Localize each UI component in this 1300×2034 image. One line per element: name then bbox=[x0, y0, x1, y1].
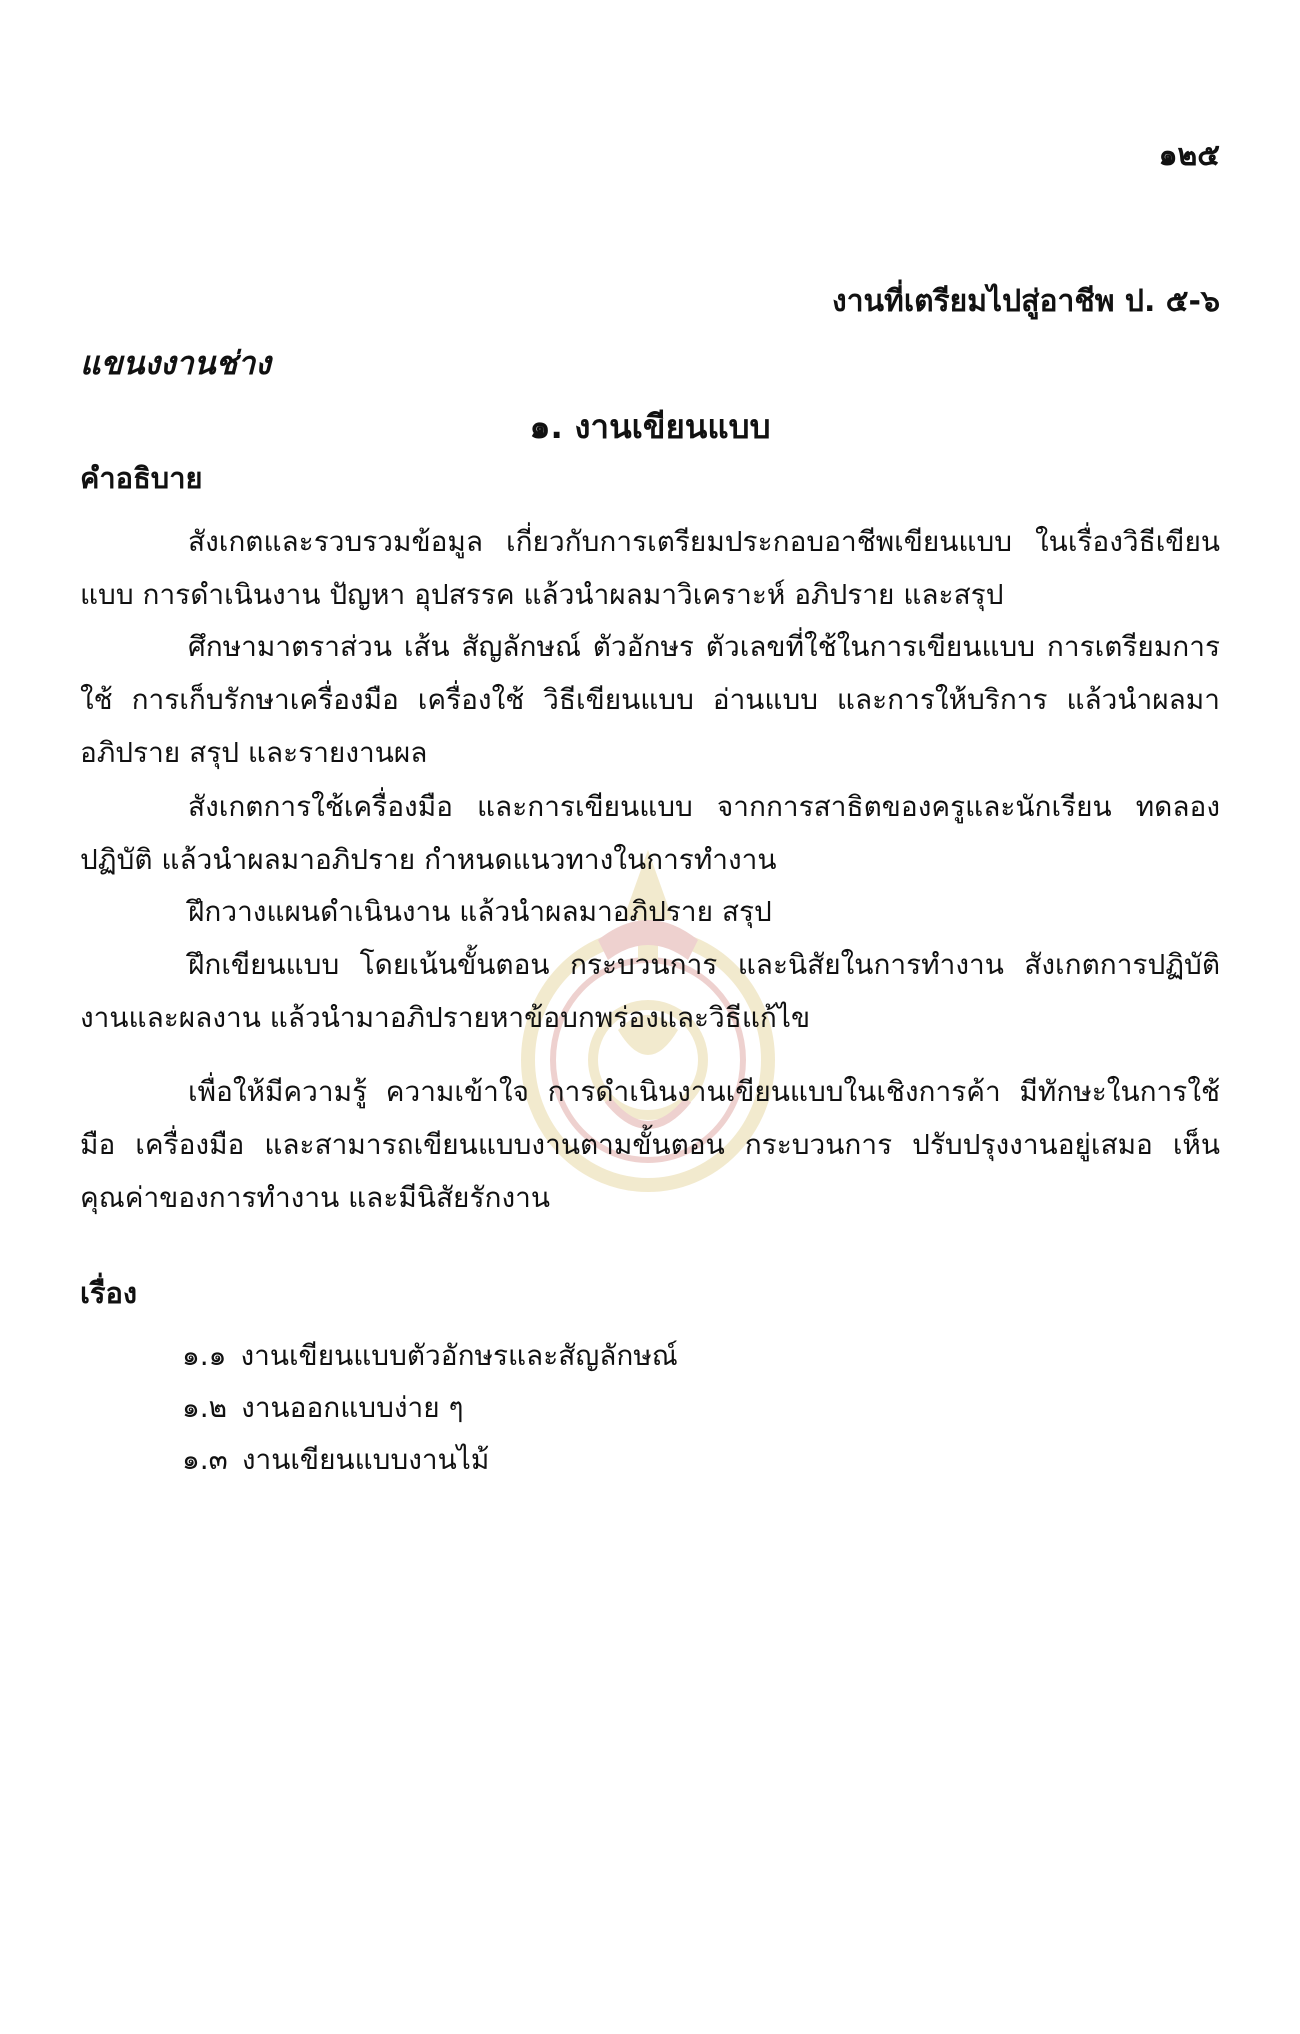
topic-number: ๑.๒ bbox=[182, 1391, 228, 1424]
description-paragraph-1: สังเกตและรวบรวมข้อมูล เกี่ยวกับการเตรียมประกอบอาชีพเขียนแบบ ในเรื่องวิธีเขียนแบบ การดำเนินงาน ปัญหา อุปสรรค แล้วนำผลมาวิเคราะห์ อภิปราย และสรุป bbox=[80, 525, 1220, 611]
running-header: งานที่เตรียมไปสู่อาชีพ ป. ๕-๖ bbox=[832, 284, 1220, 319]
description-paragraph-5: ฝึกเขียนแบบ โดยเน้นขั้นตอน กระบวนการ และนิสัยในการทำงาน สังเกตการปฏิบัติงานและผลงาน แล้วนำมาอภิปรายหาข้อบกพร่องและวิธีแก้ไข bbox=[80, 948, 1220, 1034]
topic-label: งานออกแบบง่าย ๆ bbox=[241, 1391, 464, 1424]
topic-number: ๑.๓ bbox=[182, 1443, 228, 1476]
topics-list bbox=[182, 1330, 678, 1486]
description-paragraph-2: ศึกษามาตราส่วน เส้น สัญลักษณ์ ตัวอักษร ตัวเลขที่ใช้ในการเขียนแบบ การเตรียมการใช้ การเก็บรักษาเครื่องมือ เครื่องใช้ วิธีเขียนแบบ อ่านแบบ และการให้บริการ แล้วนำผลมาอภิปราย สรุป และรายงานผล bbox=[80, 630, 1220, 769]
topic-label: งานเขียนแบบตัวอักษรและสัญลักษณ์ bbox=[240, 1339, 678, 1372]
description-paragraph-4: ฝึกวางแผนดำเนินงาน แล้วนำผลมาอภิปราย สรุป bbox=[188, 895, 772, 928]
topics-heading: เรื่อง bbox=[80, 1276, 138, 1310]
topic-item bbox=[182, 1382, 678, 1434]
topic-item bbox=[182, 1434, 678, 1486]
topic-label: งานเขียนแบบงานไม้ bbox=[241, 1443, 490, 1476]
description-heading: คำอธิบาย bbox=[80, 461, 203, 495]
topic-item bbox=[182, 1330, 678, 1382]
chapter-title: ๑. งานเขียนแบบ bbox=[529, 407, 771, 446]
topic-number: ๑.๑ bbox=[182, 1339, 227, 1372]
page-number: ๑๒๕ bbox=[1158, 138, 1220, 173]
section-title: แขนงงานช่าง bbox=[80, 344, 271, 382]
description-paragraph-3: สังเกตการใช้เครื่องมือ และการเขียนแบบ จากการสาธิตของครูและนักเรียน ทดลองปฏิบัติ แล้วนำผลมาอภิปราย กำหนดแนวทางในการทำงาน bbox=[80, 790, 1220, 876]
objective-paragraph: เพื่อให้มีความรู้ ความเข้าใจ การดำเนินงานเขียนแบบในเชิงการค้า มีทักษะในการใช้มือ เครื่องมือ และสามารถเขียนแบบงานตามขั้นตอน กระบวนการ ปรับปรุงงานอยู่เสมอ เห็นคุณค่าของการทำงาน และมีนิสัยรักงาน bbox=[80, 1075, 1220, 1214]
